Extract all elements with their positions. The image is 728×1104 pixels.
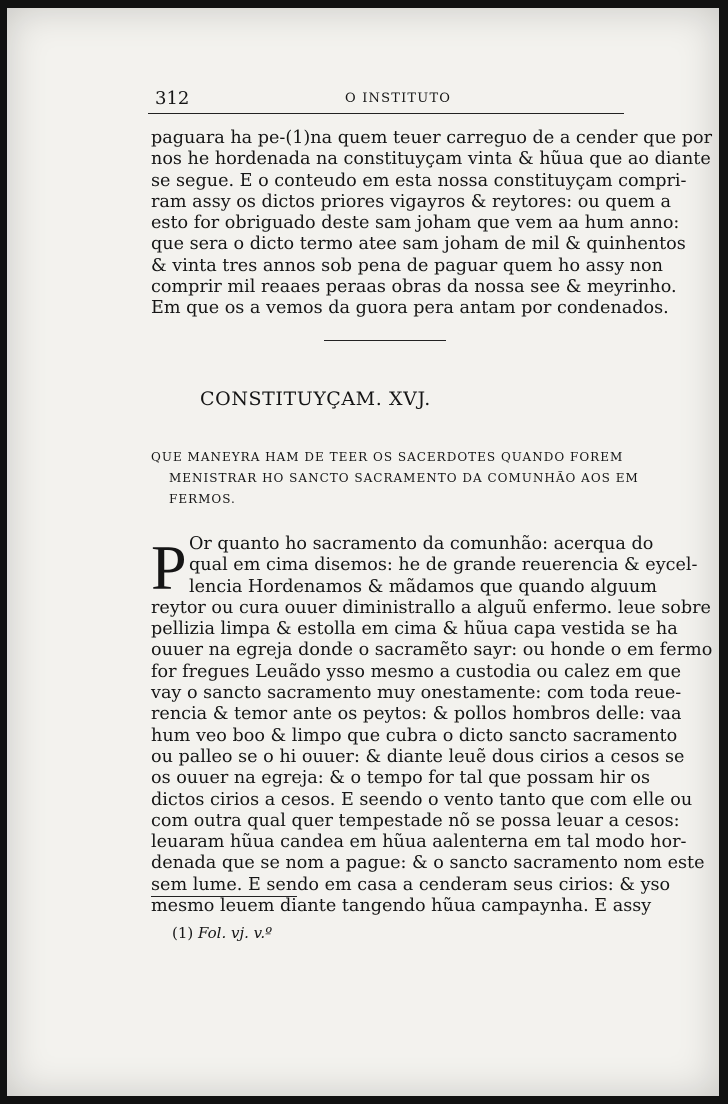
- text-line: Em que os a vemos da guora pera antam por condenados.: [151, 298, 669, 319]
- text-line: qual em cima disemos: he de grande reuerencia & eycel-: [189, 555, 698, 576]
- running-head: O INSTITUTO: [345, 91, 452, 106]
- footnote-rule: [151, 896, 297, 897]
- text-line: Or quanto ho sacramento da comunhão: acerqua do: [189, 534, 654, 554]
- text-line: ou palleo se o hi ouuer: & diante leuẽ dous cirios a cesos se: [151, 746, 685, 767]
- footnote-reference: Fol. vj. v.º: [198, 924, 273, 942]
- text-line: que sera o dicto termo atee sam joham de mil & quinhentos: [151, 234, 686, 255]
- text-line: mesmo leuem diante tangendo hũua campaynha. E assy: [151, 896, 652, 917]
- page-header: [155, 88, 631, 112]
- text-line: denada que se nom a pague: & o sancto sacramento nom este: [151, 853, 705, 874]
- paragraph-1: [151, 128, 713, 320]
- footnote: [172, 924, 272, 942]
- text-line: paguara ha pe-(1)na quem teuer carreguo de a cender que por: [151, 128, 713, 148]
- constitution-summary: [151, 447, 639, 510]
- text-line: comprir mil reaaes peraas obras da nossa see & meyrinho.: [151, 277, 677, 298]
- text-line: & vinta tres annos sob pena de paguar quem ho assy non: [151, 255, 663, 276]
- summary-line: FERMOS.: [169, 492, 236, 506]
- text-line: vay o sancto sacramento muy onestamente: com toda reue-: [151, 683, 682, 704]
- constitution-title: CONSTITUYÇAM. XVJ.: [200, 388, 431, 410]
- text-line: se segue. E o conteudo em esta nossa constituyçam compri-: [151, 170, 687, 191]
- text-line: esto for obriguado deste sam joham que vem aa hum anno:: [151, 213, 680, 234]
- text-line: dictos cirios a cesos. E seendo o vento tanto que com elle ou: [151, 789, 693, 810]
- header-rule: [148, 113, 624, 114]
- summary-line: MENISTRAR HO SANCTO SACRAMENTO DA COMUNHÃO AOS EM: [169, 471, 639, 485]
- page-number: 312: [155, 88, 190, 109]
- footnote-marker: (1): [172, 924, 194, 942]
- text-line: reytor ou cura ouuer diministrallo a alguũ enfermo. leue sobre: [151, 597, 711, 618]
- text-line: com outra qual quer tempestade nõ se possa leuar a cesos:: [151, 810, 680, 831]
- text-line: ram assy os dictos priores vigayros & reytores: ou quem a: [151, 191, 672, 212]
- text-line: ouuer na egreja donde o sacramẽto sayr: ou honde o em fermo: [151, 640, 713, 661]
- summary-line: QUE MANEYRA HAM DE TEER OS SACERDOTES QUANDO FOREM: [151, 450, 624, 464]
- section-divider: [324, 340, 446, 341]
- text-line: lencia Hordenamos & mãdamos que quando alguum: [189, 576, 657, 597]
- text-line: hum veo boo & limpo que cubra o dicto sancto sacramento: [151, 725, 678, 746]
- text-line: rencia & temor ante os peytos: & pollos hombros delle: vaa: [151, 704, 682, 725]
- drop-cap: P: [151, 532, 187, 603]
- text-line: pellizia limpa & estolla em cima & hũua capa vestida se ha: [151, 619, 678, 640]
- text-line: nos he hordenada na constituyçam vinta & hũua que ao diante: [151, 149, 711, 170]
- text-line: for fregues Leuãdo ysso mesmo a custodia ou calez em que: [151, 661, 681, 682]
- text-line: sem lume. E sendo em casa a cenderam seus cirios: & yso: [151, 874, 671, 895]
- text-line: leuaram hũua candea em hũua aalenterna em tal modo hor-: [151, 832, 687, 853]
- text-line: os ouuer na egreja: & o tempo for tal que possam hir os: [151, 768, 651, 789]
- paragraph-2: [151, 534, 713, 917]
